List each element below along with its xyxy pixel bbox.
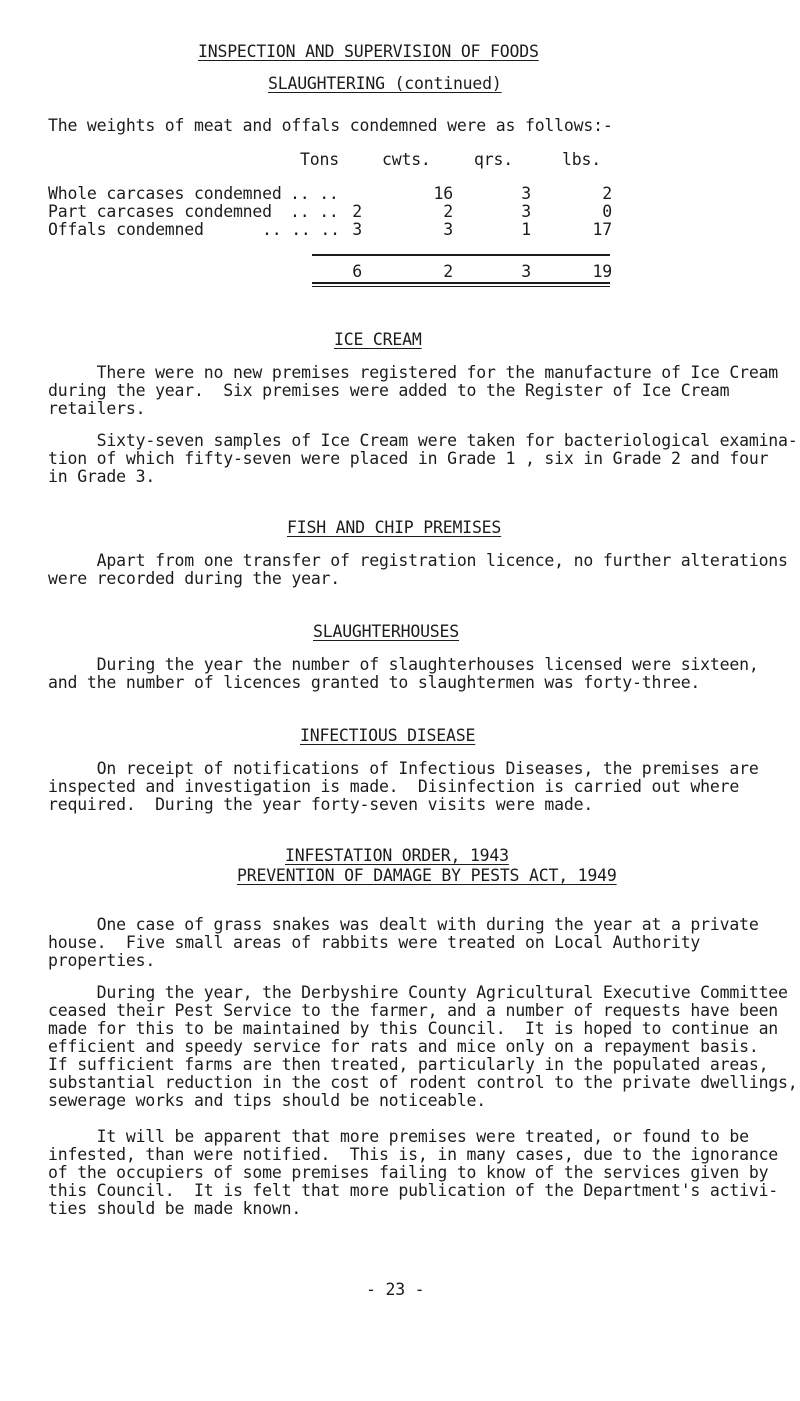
cell-qrs: 3 [521,184,531,203]
fish-chip-paragraph [48,551,788,588]
col-header-tons: Tons [300,150,339,169]
text-line: made for this to be maintained by this Council. It is hoped to continue an [48,1019,779,1038]
heading-slaughterhouses: SLAUGHTERHOUSES [313,622,460,641]
text-line: One case of grass snakes was dealt with during the year at a private [48,915,759,934]
total-rule-top [312,254,610,256]
cell-tons: 2 [352,202,362,221]
infestation-paragraph-2 [48,983,798,1110]
text-line: inspected and investigation is made. Disinfection is carried out where [48,777,740,796]
col-header-cwts: cwts. [382,150,431,169]
cell-cwts: 3 [443,220,453,239]
text-line: retailers. [48,399,146,418]
text-line: It will be apparent that more premises were treated, or found to be [48,1127,749,1146]
total-lbs: 19 [592,262,612,281]
infestation-paragraph-1 [48,916,772,970]
text-line: properties. [48,951,156,970]
heading-prevention-act: PREVENTION OF DAMAGE BY PESTS ACT, 1949 [237,866,617,885]
total-tons: 6 [352,262,362,281]
cell-cwts: 16 [433,184,453,203]
page-title: INSPECTION AND SUPERVISION OF FOODS [198,42,539,61]
row-label: Offals condemned [48,220,204,239]
total-qrs: 3 [521,262,531,281]
heading-ice-cream: ICE CREAM [334,330,422,349]
leader-dots: .. .. .. [262,220,340,239]
cell-cwts: 2 [443,202,453,221]
col-header-lbs: lbs. [562,150,601,169]
cell-lbs: 0 [602,202,612,221]
text-line: During the year the number of slaughterhouses licensed were sixteen, [48,655,759,674]
weights-intro: The weights of meat and offals condemned were as follows:- [48,116,613,135]
text-line: house. Five small areas of rabbits were treated on Local Authority [48,933,701,952]
heading-infectious-disease: INFECTIOUS DISEASE [300,726,476,745]
text-line: in Grade 3. [48,467,156,486]
cell-lbs: 17 [592,220,612,239]
total-cwts: 2 [443,262,453,281]
cell-qrs: 3 [521,202,531,221]
infectious-paragraph [48,760,772,814]
text-line: were recorded during the year. [48,569,341,588]
text-line: required. During the year forty-seven visits were made. [48,795,594,814]
heading-infestation-order: INFESTATION ORDER, 1943 [285,846,509,865]
text-line: tion of which fifty-seven were placed in Grade 1 , six in Grade 2 and four [48,449,769,468]
text-line: substantial reduction in the cost of rodent control to the private dwellings, [48,1073,798,1092]
cell-tons: 3 [352,220,362,239]
text-line: ties should be made known. [48,1199,302,1218]
text-line: infested, than were notified. This is, in many cases, due to the ignorance [48,1145,779,1164]
leader-dots: .. .. [290,202,339,221]
col-header-qrs: qrs. [474,150,513,169]
row-label: Whole carcases condemned [48,184,282,203]
cell-qrs: 1 [521,220,531,239]
text-line: On receipt of notifications of Infectious Diseases, the premises are [48,759,759,778]
infestation-paragraph-3 [48,1127,779,1218]
ice-cream-paragraph-1 [48,363,779,418]
text-line: during the year. Six premises were added to the Register of Ice Cream [48,381,730,400]
text-line: ceased their Pest Service to the farmer, and a number of requests have been [48,1001,779,1020]
text-line: efficient and speedy service for rats and mice only on a repayment basis. [48,1037,759,1056]
text-line: There were no new premises registered for the manufacture of Ice Cream [48,363,779,382]
cell-lbs: 2 [602,184,612,203]
text-line: If sufficient farms are then treated, particularly in the populated areas, [48,1055,769,1074]
total-rule-double [312,286,610,287]
text-line: During the year, the Derbyshire County Agricultural Executive Committee [48,983,788,1002]
page-number: - 23 - [366,1280,425,1299]
text-line: Sixty-seven samples of Ice Cream were taken for bacteriological examina- [48,431,798,450]
text-line: sewerage works and tips should be noticeable. [48,1091,487,1110]
ice-cream-paragraph-2 [48,431,798,486]
text-line: of the occupiers of some premises failing to know of the services given by [48,1163,769,1182]
heading-fish-chip: FISH AND CHIP PREMISES [287,518,502,537]
text-line: and the number of licences granted to slaughtermen was forty-three. [48,673,701,692]
row-label: Part carcases condemned [48,202,272,221]
text-line: this Council. It is felt that more publication of the Department's activi- [48,1181,779,1200]
slaughterhouses-paragraph [48,656,772,692]
leader-dots: .. .. [290,184,339,203]
total-rule-bottom [312,282,610,284]
section-subtitle: SLAUGHTERING (continued) [268,74,502,93]
text-line: Apart from one transfer of registration licence, no further alterations [48,551,788,570]
